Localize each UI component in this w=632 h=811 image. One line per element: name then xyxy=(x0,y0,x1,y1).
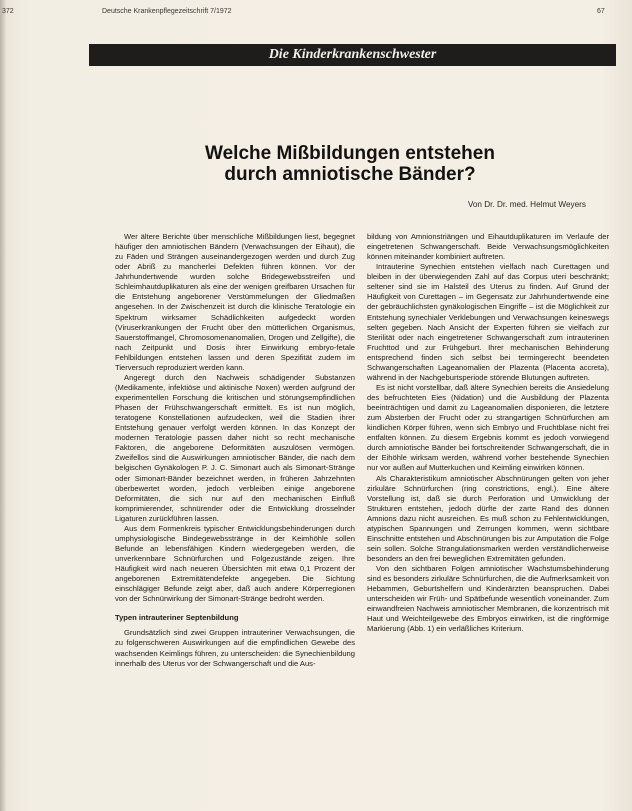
title-line-1: Welche Mißbildungen entstehen xyxy=(205,143,495,164)
paragraph: Es ist nicht vorstellbar, daß ältere Synechien bereits die Ansiedelung des befruchteten Eies (Nidation) und die Ausbildung der Plazenta beeinträchtigen und damit zu Lageanomalien disponieren, die letztere zum Absterben der Frucht oder zu strangartigen Schnürfurchen am kindlichen Körper führen, wenn sich Embryo und Fruchtblase nicht frei entfalten können. Zu diesem Ergebnis kommt es jedoch vorwiegend durch amniotische Bänder bei fortschreitender Schwangerschaft, die in der Eihöhle wirksam werden, während vorher bestehende Synechien nur vor außen auf Mutterkuchen und Keimling einwirken können. xyxy=(367,382,609,473)
section-subheading: Typen intrauteriner Septenbildung xyxy=(115,613,239,623)
paragraph: Wer ältere Berichte über menschliche Mißbildungen liest, begegnet häufiger den amniotischen Bändern (Verwachsungen der Eihaut), die zu Fäden und Strängen auseinandergezogen werden und durch Zug oder Abriß zu mancherlei Defekten führen können. Vor der Jahrhundertwende wurden solche Bridegewebsstreifen und Schleimhautduplikaturen als eine der wenigen greifbaren Ursachen für die Entstehung angeborener Verstümmelungen der Gliedmaßen angesehen. In der Zwischenzeit ist durch die klinische Teratologie ein Spektrum wirksamer Schädlichkeiten aufgedeckt worden (Viruserkrankungen der Frucht über den mütterlichen Organismus, Sauerstoffmangel, Chromosomenanomalien, Drogen und Zellgifte), die nach Zeitpunkt und Dosis ihrer Einwirkung embryo-fetale Fehlbildungen entstehen lassen und deren Spezifität zudem im Tierversuch reproduziert werden kann. xyxy=(115,232,355,372)
title-line-2: durch amniotische Bänder? xyxy=(224,164,476,185)
running-header: Deutsche Krankenpflegezeitschrift 7/1972 xyxy=(102,8,232,15)
paragraph: Intrauterine Synechien entstehen vielfach nach Curettagen und bleiben in der überwiegenden Zahl auf das Corpus uteri beschränkt; seltener sind sie im Halsteil des Uterus zu finden. Auf Grund der Häufigkeit von Curettagen – im Gegensatz zur Jahrhundertwende eine der gebräuchlichsten gynäkologischen Eingriffe – ist die Möglichkeit zur Entstehung synechialer Verklebungen und Verwachsungen keineswegs selten gegeben. Nach Ansicht der Experten führen sie vielfach zur Sterilität oder nach eingetretener Schwangerschaft zum intrauterinen Fruchttod und zur Frühgeburt. Ihrer mechanischen Behinderung entsprechend finden sich selbst bei termingerecht beendeten Schwangerschaften Lageanomalien der Plazenta (Placenta accreta), während in der Nachgeburtsperiode störende Blutungen auftreten. xyxy=(367,262,609,382)
page-gutter-shadow xyxy=(0,0,6,811)
paragraph: Von den sichtbaren Folgen amniotischer Wachstumsbehinderung sind es besonders zirkuläre Schnürfurchen, die die Aufmerksamkeit von Hebammen, Geburtshelfern und Kinderärzten beanspruchen. Dabei unterscheiden wir Früh- und Spätbefunde wesentlich voneinander. Zum einwandfreien Nachweis amniotischer Membranen, die konzentrisch mit Haut und Weichteilgewebe des Embryos einwirken, ist die ringförmige Markierung (Abb. 1) ein verläßliches Kriterium. xyxy=(367,564,609,634)
text-column-left xyxy=(115,232,355,669)
paragraph: Grundsätzlich sind zwei Gruppen intrauteriner Verwachsungen, die zu folgenschweren Auswirkungen auf die empfindlichen Gewebe des wachsenden Keimlings führen, zu unterscheiden: die Synechienbildung innerhalb des Uterus vor der Schwangerschaft und die Aus- xyxy=(115,628,355,668)
text-column-right xyxy=(367,232,609,635)
section-banner: Die Kinderkrankenschwester xyxy=(89,44,616,66)
paragraph: Aus dem Formenkreis typischer Entwicklungsbehinderungen durch umphysiologische Bindegewebsstränge in der Keimhöhle sollen Befunde an lebensfähigen Kindern wiedergegeben werden, die unverkennbare Schnürfurchen und Folgezustände zeigen. Ihre Häufigkeit wird nach neueren Übersichten mit etwa 0,1 Prozent der angeborenen Extremitätendefekte angegeben. Die Sichtung einschlägiger Befunde zeigt aber, daß auch andere Körperregionen von der Schnürwirkung der Simonart-Stränge bedroht werden. xyxy=(115,523,355,604)
page-number-left: 372 xyxy=(2,8,14,15)
paragraph: Angeregt durch den Nachweis schädigender Substanzen (Medikamente, infektiöse und aktinische Noxen) werden aufgrund der experimentellen Forschung die kritischen und störungsempfindlichen Phasen der Frühschwangerschaft ermittelt. Es ist nun möglich, teratogene Konstellationen aufzudecken, weil die Stadien ihrer Entstehung genauer verfolgt werden können. In das Konzept der modernen Teratologie passen daher nicht so recht mechanische Faktoren, die angeborene Deformitäten auszulösen vermögen. Zweifellos sind die Auswirkungen amniotischer Bänder, die nach dem belgischen Gynäkologen P. J. C. Simonart auch als Simonart-Stränge oder Simonart-Bänder bezeichnet werden, in früheren Jahrzehnten überbewertet worden, jedoch verbleiben einige angeborene Deformitäten, die sich nur auf den mechanischen Einfluß komprimierender, schnürender oder die Entwicklung drosselnder Ligaturen zurückführen lassen. xyxy=(115,372,355,523)
page-number-right: 67 xyxy=(597,8,605,15)
article-title xyxy=(120,143,580,185)
paragraph: bildung von Amnionstriängen und Eihautduplikaturen im Verlaufe der eingetretenen Schwangerschaft. Beide Verwachsungsmöglichkeiten können miteinander kombiniert auftreten. xyxy=(367,232,609,262)
author-byline: Von Dr. Dr. med. Helmut Weyers xyxy=(467,200,586,209)
paragraph: Als Charakteristikum amniotischer Abschnürungen gelten von jeher zirkuläre Schnürfurchen (ring constrictions, engl.). Eine ältere Vorstellung ist, daß sie durch Perforation und Umwicklung der Strukturen entstehen, jedoch dürfte der zarte Rand des dünnen Amnions dazu nicht ausreichen. Es muß schon zu Fehlentwicklungen, atypischen Spannungen und Zerrungen kommen, wenn sichtbare Einschnitte entstehen und Abschnürungen bis zur Amputation die Folge sein sollen. Solche Strangulationsmarken werden verständlicherweise besonders an den frei beweglichen Extremitäten gefunden. xyxy=(367,473,609,563)
